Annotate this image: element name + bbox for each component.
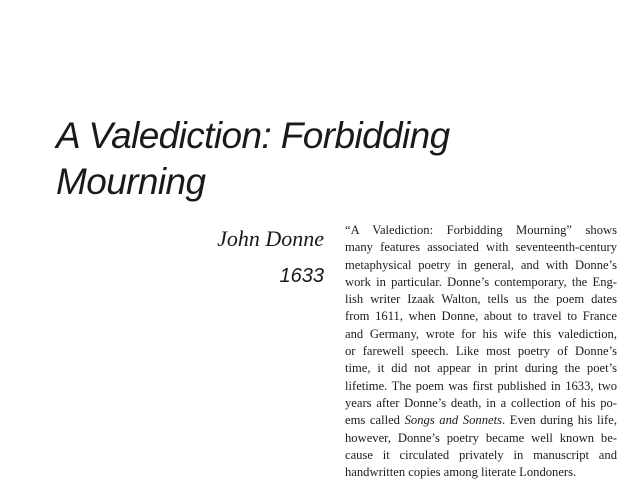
book-title: Songs and Sonnets xyxy=(404,413,502,428)
paragraph-line: “A Valediction: Forbidding Mourning” shows xyxy=(345,223,617,237)
paragraph-line: or farewell speech. Like most poetry of Donne’s xyxy=(345,344,617,359)
poem-title xyxy=(56,113,516,205)
paragraph-line: however, Donne’s poetry became well known be- xyxy=(345,430,617,445)
paragraph-text: . Even during his life, xyxy=(501,413,617,428)
paragraph-line: and Germany, wrote for his wife this valediction, xyxy=(345,326,617,341)
paragraph-line: metaphysical poetry in general, and with Donne’s xyxy=(345,257,617,272)
paragraph-line: cause it circulated privately in manuscript and xyxy=(345,447,617,462)
paragraph-line: lifetime. The poem was first published in 1633, two xyxy=(345,378,617,393)
paragraph-line: years after Donne’s death, in a collection of his po- xyxy=(345,395,617,410)
publication-year: 1633 xyxy=(279,265,324,287)
paragraph-line: handwritten copies among literate Londoners. xyxy=(345,465,577,480)
poem-title-line-2: Mourning xyxy=(56,161,206,202)
paragraph-text: ems called xyxy=(345,413,405,428)
paragraph-line: many features associated with seventeenth-century xyxy=(345,240,617,255)
intro-paragraph xyxy=(345,222,617,481)
paragraph-line-with-book-title xyxy=(345,412,617,429)
poem-title-line-1: A Valediction: Forbidding xyxy=(56,115,450,156)
paragraph-line: time, it did not appear in print during the poet’s xyxy=(345,361,617,376)
paragraph-line: from 1611, when Donne, about to travel to France xyxy=(345,309,617,324)
paragraph-line: work in particular. Donne’s contemporary, the Eng- xyxy=(345,274,617,289)
author-name: John Donne xyxy=(217,226,324,251)
paragraph-line: lish writer Izaak Walton, tells us the poem dates xyxy=(345,292,617,307)
